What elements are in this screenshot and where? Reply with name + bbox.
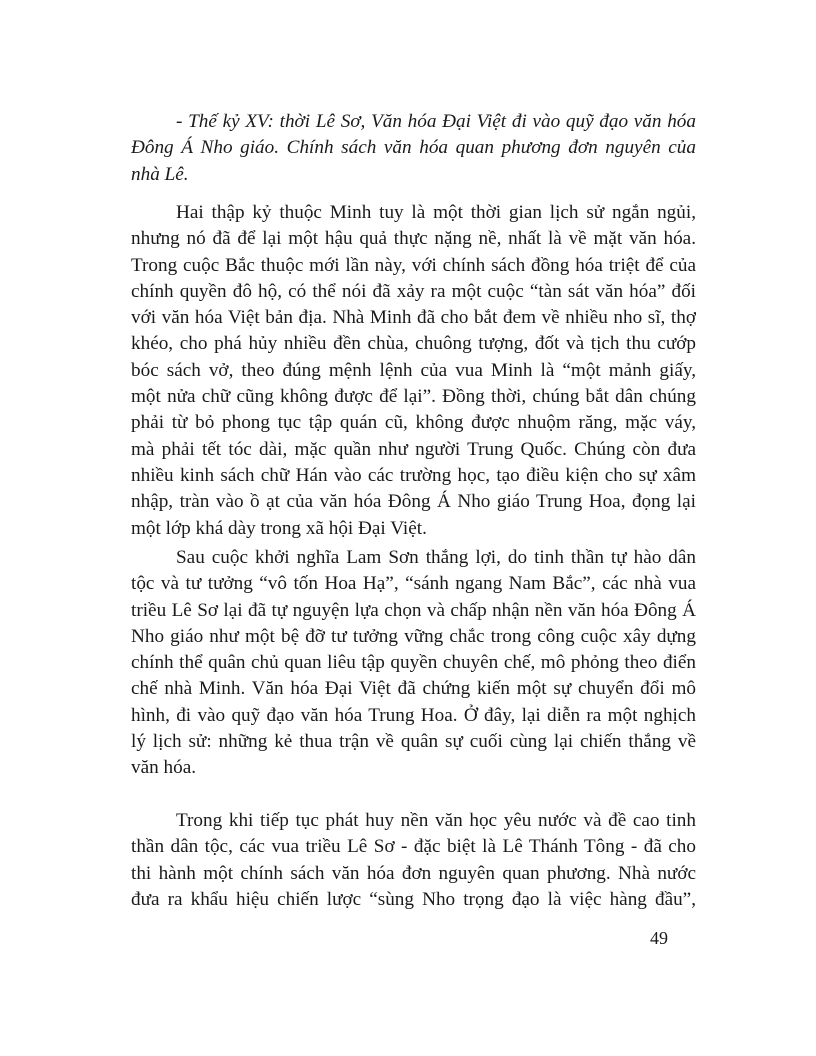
paragraph-line: nhưng nó đã để lại một hậu quả thực nặng nề, nhất là về mặt văn hóa. bbox=[131, 228, 696, 250]
paragraph-line: chính thể quân chủ quan liêu tập quyền chuyên chế, mô phỏng theo điển bbox=[131, 652, 696, 674]
paragraph-line: chính quyền đô hộ, có thể nói đã xảy ra một cuộc “tàn sát văn hóa” đối bbox=[131, 280, 696, 302]
paragraph-line: Sau cuộc khởi nghĩa Lam Sơn thắng lợi, do tinh thần tự hào dân bbox=[176, 547, 696, 568]
paragraph-line: lý lịch sử: những kẻ thua trận về quân sự cuối cùng lại chiến thắng về bbox=[131, 731, 696, 753]
paragraph-line: chế nhà Minh. Văn hóa Đại Việt đã chứng kiến một sự chuyển đổi mô bbox=[131, 678, 696, 700]
paragraph-line: đưa ra khẩu hiệu chiến lược “sùng Nho trọng đạo là việc hàng đầu”, bbox=[131, 888, 696, 910]
paragraph-line: mà phải tết tóc dài, mặc quần như người Trung Quốc. Chúng còn đưa bbox=[131, 438, 696, 460]
page-number: 49 bbox=[650, 928, 668, 948]
heading-line: Đông Á Nho giáo. Chính sách văn hóa quan phương đơn nguyên của bbox=[131, 137, 696, 159]
paragraph-line: thi hành một chính sách văn hóa đơn nguyên quan phương. Nhà nước bbox=[131, 862, 696, 884]
paragraph-line: một nửa chữ cũng không được để lại”. Đồng thời, chúng bắt dân chúng bbox=[131, 386, 696, 408]
paragraph-line: bóc sách vở, theo đúng mệnh lệnh của vua Minh là “một mảnh giấy, bbox=[131, 359, 696, 381]
paragraph-line: một lớp khá dày trong xã hội Đại Việt. bbox=[131, 517, 427, 539]
paragraph-line: tộc và tư tưởng “vô tốn Hoa Hạ”, “sánh ngang Nam Bắc”, các nhà vua bbox=[131, 573, 696, 595]
paragraph-line: Trong khi tiếp tục phát huy nền văn học yêu nước và đề cao tinh bbox=[176, 810, 696, 831]
heading-line: nhà Lê. bbox=[131, 163, 189, 185]
paragraph-line: khéo, cho phá hủy nhiều đền chùa, chuông tượng, đốt và tịch thu cướp bbox=[131, 333, 696, 355]
paragraph-3 bbox=[131, 808, 696, 913]
paragraph-2 bbox=[131, 545, 696, 782]
paragraph-line: Hai thập kỷ thuộc Minh tuy là một thời gian lịch sử ngắn ngủi, bbox=[176, 202, 696, 223]
paragraph-line: nhập, tràn vào ồ ạt của văn hóa Đông Á Nho giáo Trung Hoa, đọng lại bbox=[131, 491, 696, 513]
paragraph-line: nhiều kinh sách chữ Hán vào các trường học, tạo điều kiện cho sự xâm bbox=[131, 464, 696, 486]
paragraph-line: thần dân tộc, các vua triều Lê Sơ - đặc biệt là Lê Thánh Tông - đã cho bbox=[131, 836, 696, 858]
paragraph-line: Nho giáo như một bệ đỡ tư tưởng vững chắc trong công cuộc xây dựng bbox=[131, 625, 696, 647]
section-heading bbox=[131, 109, 696, 188]
paragraph-line: triều Lê Sơ lại đã tự nguyện lựa chọn và chấp nhận nền văn hóa Đông Á bbox=[131, 599, 696, 621]
paragraph-line: hình, đi vào quỹ đạo văn hóa Trung Hoa. Ở đây, lại diễn ra một nghịch bbox=[131, 704, 696, 726]
paragraph-1 bbox=[131, 200, 696, 542]
paragraph-line: Trong cuộc Bắc thuộc mới lần này, với chính sách đồng hóa triệt để của bbox=[131, 254, 696, 276]
paragraph-line: phải từ bỏ phong tục tập quán cũ, không được nhuộm răng, mặc váy, bbox=[131, 412, 696, 434]
paragraph-line: văn hóa. bbox=[131, 757, 197, 779]
paragraph-line: với văn hóa Việt bản địa. Nhà Minh đã cho bắt đem về nhiều nho sĩ, thợ bbox=[131, 307, 696, 329]
heading-line: - Thế kỷ XV: thời Lê Sơ, Văn hóa Đại Việt đi vào quỹ đạo văn hóa bbox=[176, 111, 696, 132]
